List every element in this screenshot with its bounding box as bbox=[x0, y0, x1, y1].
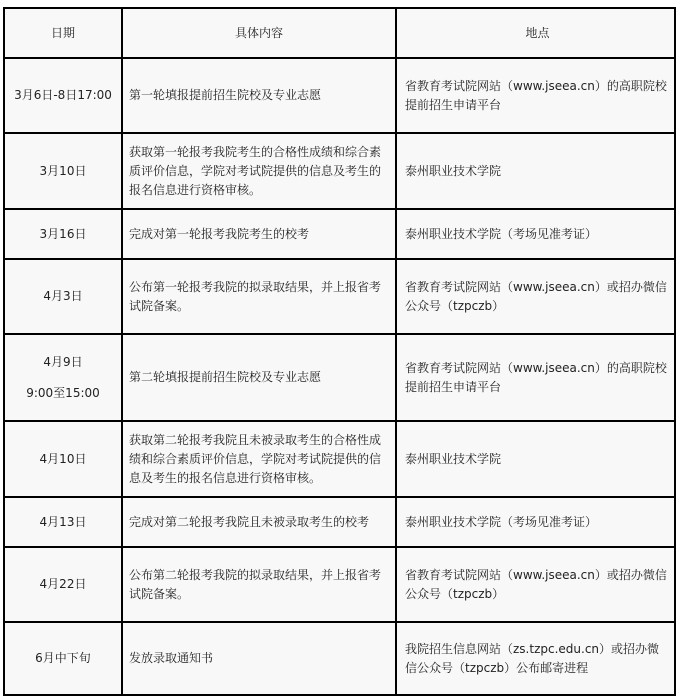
date-cell: 3月10日 bbox=[4, 133, 122, 209]
content-cell: 公布第二轮报考我院的拟录取结果，并上报省考试院备案。 bbox=[122, 547, 396, 622]
content-cell: 第二轮填报提前招生院校及专业志愿 bbox=[122, 334, 396, 421]
content-cell: 获取第二轮报考我院且未被录取考生的合格性成绩和综合素质评价信息，学院对考试院提供的信息及考生的报名信息进行资格审核。 bbox=[122, 421, 396, 497]
table-row bbox=[4, 622, 675, 695]
header-date: 日期 bbox=[4, 8, 122, 58]
table-row bbox=[4, 133, 675, 209]
place-cell: 省教育考试院网站（www.jseea.cn）的高职院校提前招生申请平台 bbox=[396, 334, 675, 421]
date-cell: 4月22日 bbox=[4, 547, 122, 622]
table-row bbox=[4, 547, 675, 622]
date-cell: 6月中下旬 bbox=[4, 622, 122, 695]
place-cell: 省教育考试院网站（www.jseea.cn）的高职院校提前招生申请平台 bbox=[396, 58, 675, 133]
table-row bbox=[4, 209, 675, 259]
content-cell: 发放录取通知书 bbox=[122, 622, 396, 695]
date-cell: 3月6日-8日17:00 bbox=[4, 58, 122, 133]
content-cell: 完成对第一轮报考我院考生的校考 bbox=[122, 209, 396, 259]
table-row bbox=[4, 58, 675, 133]
date-cell bbox=[4, 334, 122, 421]
place-cell: 省教育考试院网站（www.jseea.cn）或招办微信公众号（tzpczb） bbox=[396, 259, 675, 334]
place-cell: 泰州职业技术学院（考场见准考证） bbox=[396, 209, 675, 259]
date-cell: 4月13日 bbox=[4, 497, 122, 547]
place-cell: 省教育考试院网站（www.jseea.cn）或招办微信公众号（tzpczb） bbox=[396, 547, 675, 622]
table-row bbox=[4, 497, 675, 547]
table-row bbox=[4, 421, 675, 497]
table-row bbox=[4, 334, 675, 421]
content-cell: 获取第一轮报考我院考生的合格性成绩和综合素质评价信息，学院对考试院提供的信息及考生的报名信息进行资格审核。 bbox=[122, 133, 396, 209]
date-cell: 4月3日 bbox=[4, 259, 122, 334]
table-row bbox=[4, 259, 675, 334]
table-header-row bbox=[4, 8, 675, 58]
content-cell: 完成对第二轮报考我院且未被录取考生的校考 bbox=[122, 497, 396, 547]
place-cell: 泰州职业技术学院 bbox=[396, 421, 675, 497]
content-cell: 第一轮填报提前招生院校及专业志愿 bbox=[122, 58, 396, 133]
place-cell: 泰州职业技术学院 bbox=[396, 133, 675, 209]
header-place: 地点 bbox=[396, 8, 675, 58]
header-content: 具体内容 bbox=[122, 8, 396, 58]
place-cell: 泰州职业技术学院（考场见准考证） bbox=[396, 497, 675, 547]
place-cell: 我院招生信息网站（zs.tzpc.edu.cn）或招办微信公众号（tzpczb）公布邮寄进程 bbox=[396, 622, 675, 695]
date-line-2: 9:00至15:00 bbox=[26, 385, 100, 400]
date-line-1: 4月9日 bbox=[43, 354, 83, 369]
content-cell: 公布第一轮报考我院的拟录取结果，并上报省考试院备案。 bbox=[122, 259, 396, 334]
admission-schedule-table bbox=[3, 7, 676, 696]
date-cell: 4月10日 bbox=[4, 421, 122, 497]
date-cell: 3月16日 bbox=[4, 209, 122, 259]
